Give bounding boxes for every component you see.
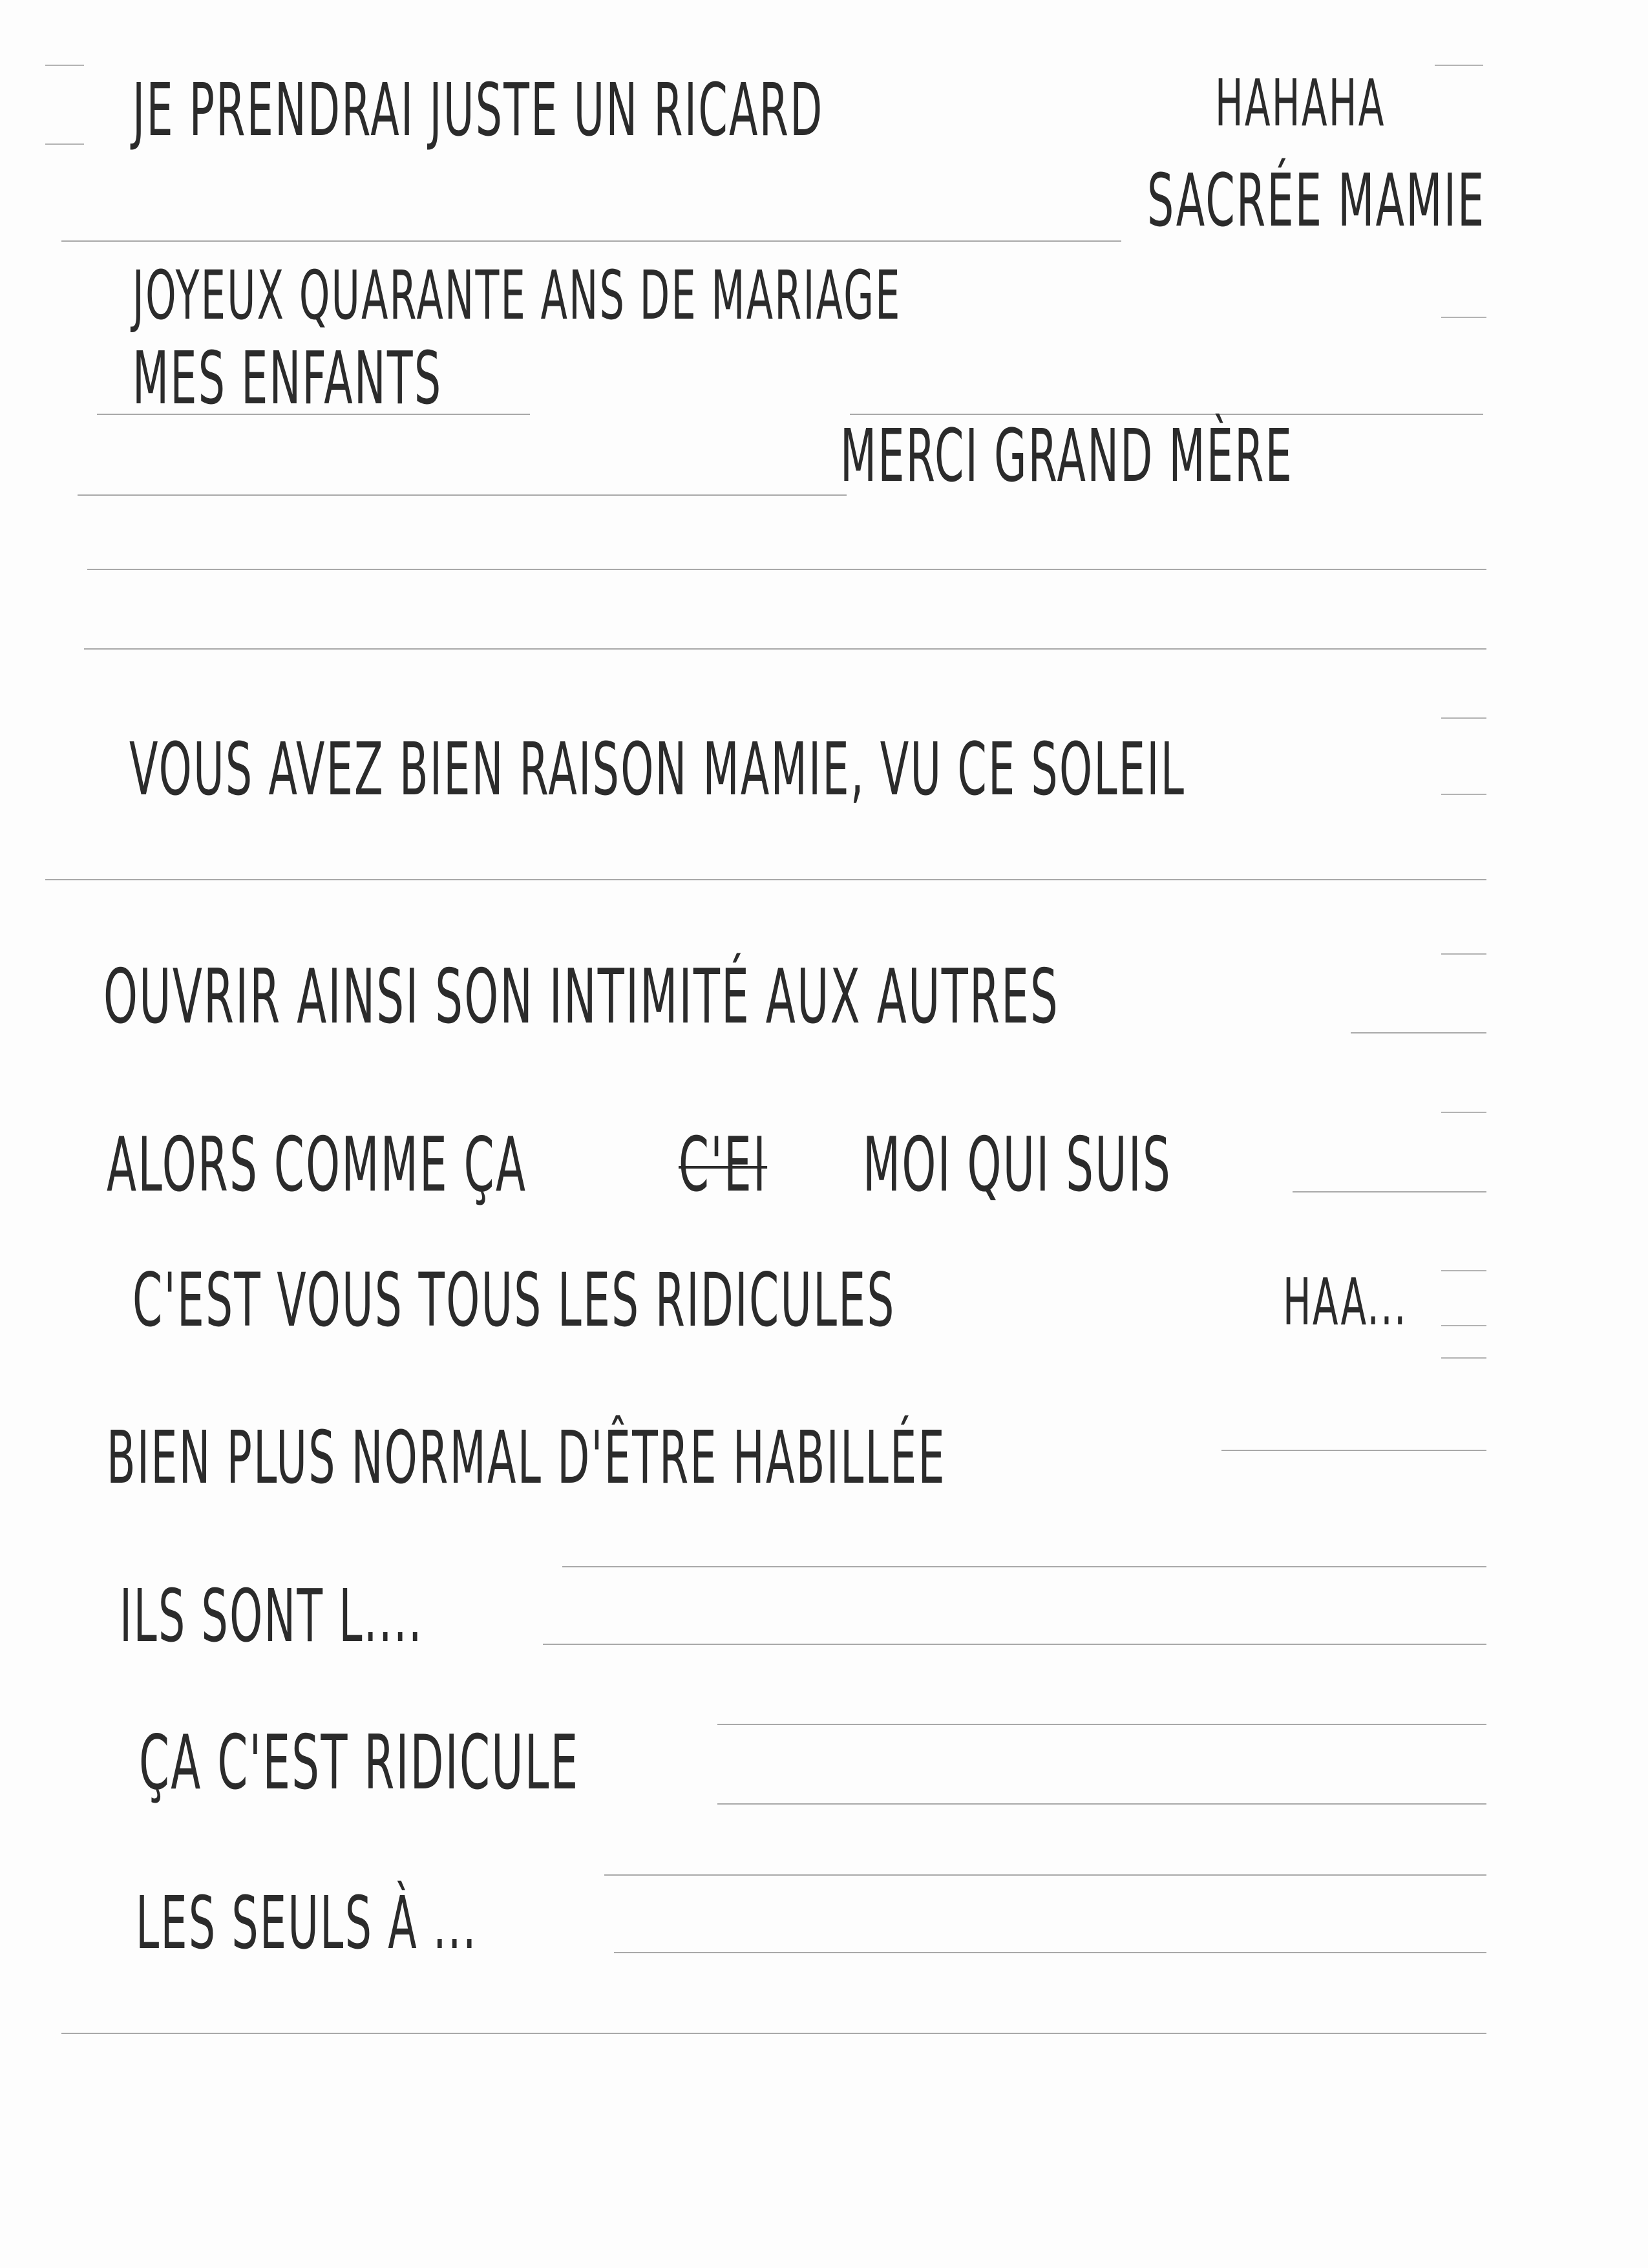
margin-tick	[1435, 65, 1483, 66]
ruled-line	[1351, 1032, 1486, 1033]
line-haa: HAA...	[1283, 1264, 1408, 1340]
ruled-line	[717, 1803, 1486, 1805]
margin-tick	[1441, 317, 1486, 318]
line-alors-part1: ALORS COMME ÇA	[107, 1121, 527, 1209]
ruled-line	[1293, 1191, 1486, 1192]
line-ouvrir: OUVRIR AINSI SON INTIMITÉ AUX AUTRES	[103, 953, 1060, 1041]
line-cest-vous: C'EST VOUS TOUS LES RIDICULES	[132, 1257, 896, 1343]
ruled-line	[717, 1724, 1486, 1725]
ruled-line	[1221, 1450, 1486, 1451]
margin-tick	[45, 65, 84, 66]
ruled-line	[45, 879, 1486, 880]
line-alors-part2: MOI QUI SUIS	[863, 1121, 1172, 1209]
line-merci-grand-mere: MERCI GRAND MÈRE	[840, 414, 1294, 498]
margin-tick	[1441, 953, 1486, 955]
line-alors-crossed: C'EI	[679, 1121, 768, 1209]
line-mes-enfants: MES ENFANTS	[132, 337, 443, 421]
line-ils-sont: ILS SONT L....	[120, 1574, 423, 1659]
ruled-line	[543, 1644, 1486, 1645]
line-hahaha: HAHAHA	[1215, 65, 1386, 141]
margin-tick	[1441, 1270, 1486, 1271]
margin-tick	[1441, 794, 1486, 795]
line-joyeux: JOYEUX QUARANTE ANS DE MARIAGE	[132, 256, 902, 335]
line-les-seuls: LES SEULS À ...	[136, 1881, 478, 1966]
line-vous-avez: VOUS AVEZ BIEN RAISON MAMIE, VU CE SOLEIL	[129, 728, 1186, 812]
ruled-line	[562, 1566, 1486, 1567]
margin-tick	[1441, 1112, 1486, 1113]
ruled-line	[87, 569, 1486, 570]
line-ricard: JE PRENDRAI JUSTE UN RICARD	[132, 69, 824, 153]
margin-tick	[45, 143, 84, 145]
ruled-line	[604, 1874, 1486, 1876]
line-bien-plus: BIEN PLUS NORMAL D'ÊTRE HABILLÉE	[107, 1416, 946, 1500]
ruled-line	[61, 240, 1121, 242]
line-sacree-mamie: SACRÉE MAMIE	[1147, 159, 1486, 243]
margin-tick	[1441, 1357, 1486, 1359]
line-ca-cest: ÇA C'EST RIDICULE	[139, 1719, 580, 1807]
ruled-line	[614, 1952, 1486, 1953]
ruled-line	[61, 2033, 1486, 2034]
ruled-line	[78, 494, 847, 496]
margin-tick	[1441, 717, 1486, 719]
ruled-line	[84, 648, 1486, 650]
margin-tick	[1441, 1325, 1486, 1326]
